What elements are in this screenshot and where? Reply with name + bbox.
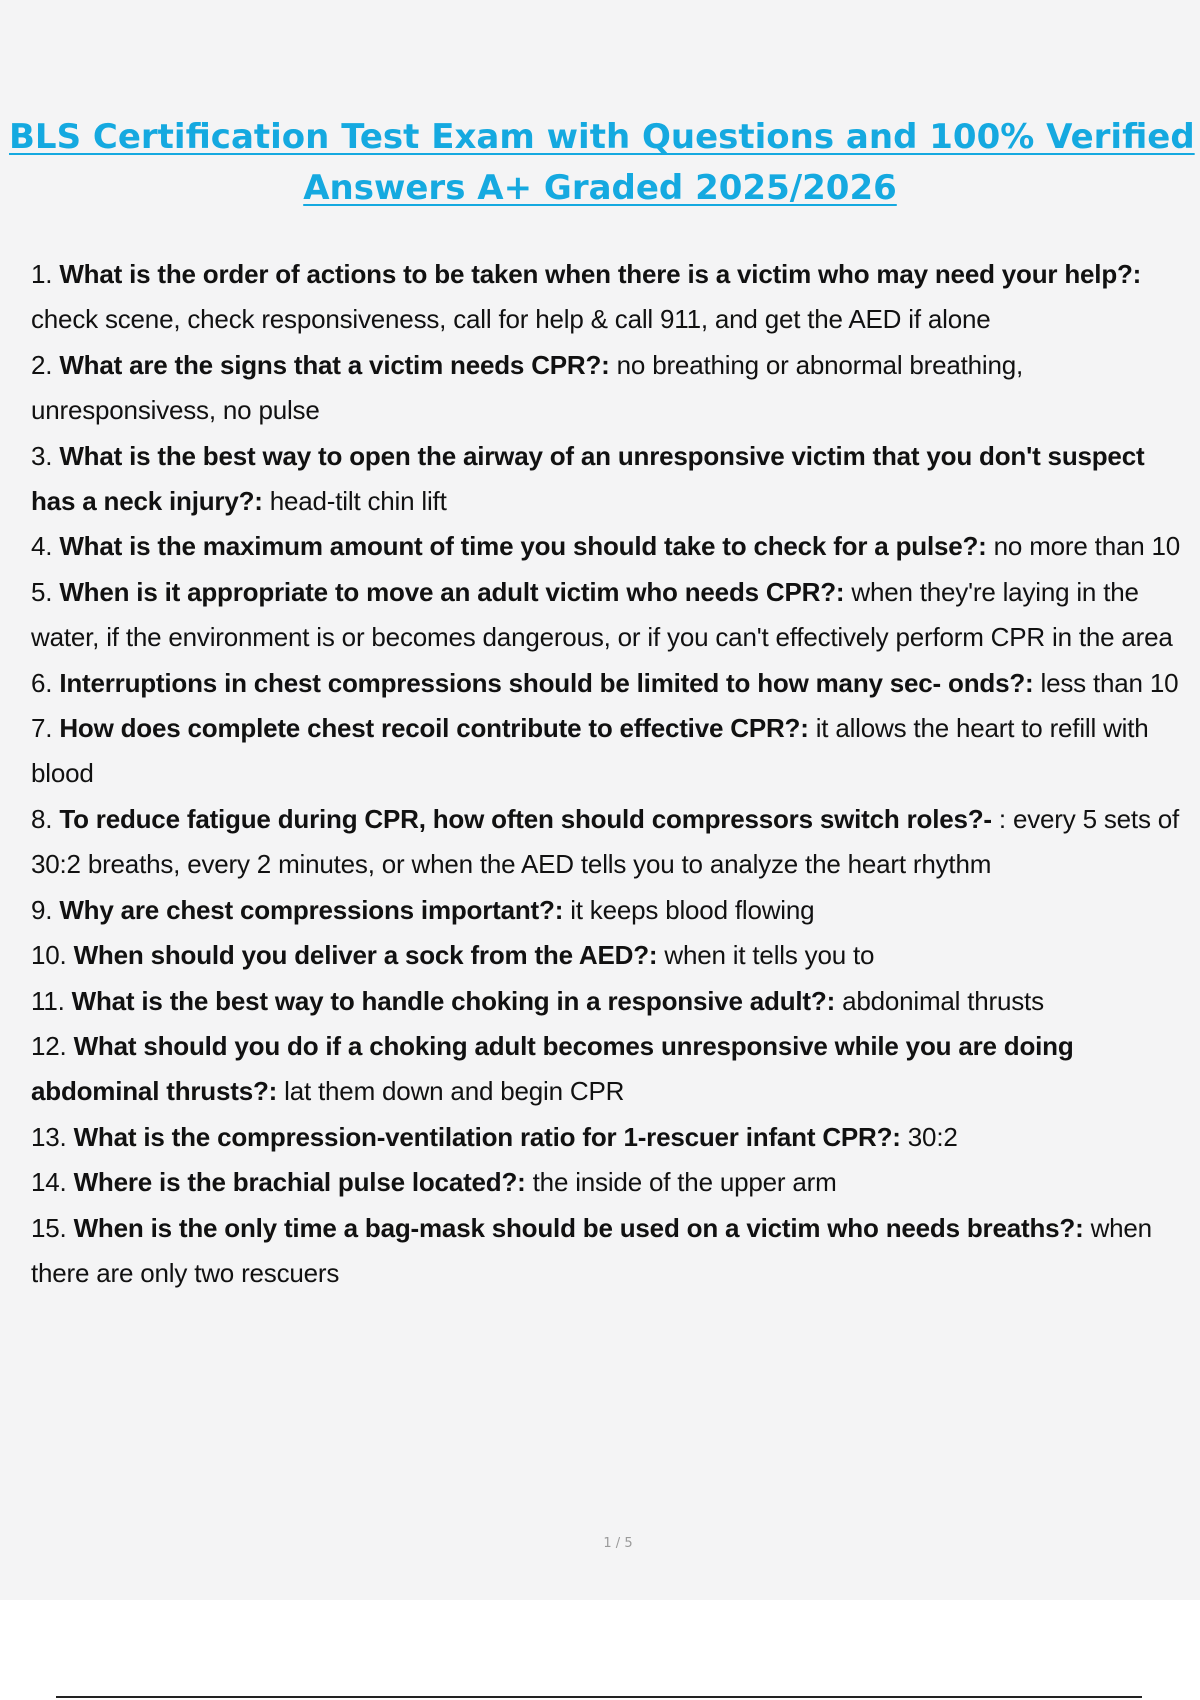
question-text: What is the compression-ventilation ratio for 1-rescuer infant CPR?:: [73, 1121, 901, 1152]
question-number: 8.: [31, 803, 60, 834]
question-text: What is the best way to open the airway of an unresponsive victim that you don't suspect has a neck injury?:: [31, 440, 1145, 517]
question-list: [31, 252, 1191, 1296]
question-text: Why are chest compressions important?:: [59, 894, 564, 925]
question-item-1: [31, 252, 1191, 343]
answer-text: head-tilt chin lift: [269, 486, 447, 517]
question-item-6: [31, 661, 1191, 706]
document-title: [0, 112, 1200, 214]
question-item-8: [31, 797, 1191, 888]
question-text: To reduce fatigue during CPR, how often should compressors switch roles?-: [59, 803, 992, 834]
question-item-3: [31, 434, 1191, 525]
question-text: Interruptions in chest compressions should be limited to how many sec- onds?:: [59, 667, 1034, 698]
question-item-9: [31, 888, 1191, 933]
answer-text: lat them down and begin CPR: [284, 1076, 625, 1107]
question-item-2: [31, 343, 1191, 434]
title-line-1: BLS Certification Test Exam with Questions and 100% Verified: [9, 117, 1195, 157]
question-text: What are the signs that a victim needs CPR?:: [59, 349, 610, 380]
question-number: 14.: [31, 1167, 74, 1198]
question-number: 4.: [31, 531, 60, 562]
question-text: How does complete chest recoil contribute to effective CPR?:: [59, 713, 809, 744]
question-text: What is the order of actions to be taken when there is a victim who may need your help?:: [59, 259, 1142, 289]
question-number: 12.: [31, 1030, 74, 1061]
question-number: 3.: [31, 440, 60, 471]
page-number: 1 / 5: [603, 1536, 633, 1551]
answer-text: 30:2: [907, 1121, 958, 1152]
answer-text: less than 10: [1040, 667, 1179, 698]
question-item-4: [31, 524, 1191, 569]
page-divider: [56, 1696, 1142, 1698]
question-item-12: [31, 1024, 1191, 1115]
question-item-14: [31, 1160, 1191, 1205]
question-text: Where is the brachial pulse located?:: [73, 1167, 526, 1198]
answer-text: it allows the heart to refill with blood: [31, 713, 1149, 789]
answer-text: : every 5 sets of 30:2 breaths, every 2 minutes, or when the AED tells you to analyze the heart rhythm: [31, 803, 1180, 880]
question-text: What should you do if a choking adult becomes unresponsive while you are doing abdominal thrusts?:: [31, 1030, 1074, 1107]
answer-text: no breathing or abnormal breathing, unresponsivess, no pulse: [31, 349, 1024, 426]
answer-text: check scene, check responsiveness, call for help & call 911, and get the AED if alone: [31, 304, 991, 335]
question-number: 5.: [31, 576, 60, 607]
question-text: When is it appropriate to move an adult victim who needs CPR?:: [59, 576, 845, 607]
question-number: 11.: [31, 985, 72, 1016]
answer-text: abdonimal thrusts: [842, 985, 1044, 1016]
question-item-10: [31, 933, 1191, 978]
question-number: 15.: [31, 1212, 74, 1243]
question-text: What is the maximum amount of time you should take to check for a pulse?:: [59, 531, 987, 562]
question-text: When should you deliver a sock from the AED?:: [73, 940, 658, 971]
question-item-15: [31, 1206, 1191, 1297]
question-number: 2.: [31, 349, 60, 380]
question-item-7: [31, 706, 1191, 797]
question-item-11: [31, 979, 1191, 1024]
question-number: 1.: [31, 259, 60, 289]
answer-text: when it tells you to: [664, 940, 875, 971]
question-number: 13.: [31, 1121, 74, 1152]
answer-text: the inside of the upper arm: [532, 1167, 837, 1198]
answer-text: when there are only two rescuers: [31, 1212, 1152, 1288]
question-text: What is the best way to handle choking in a responsive adult?:: [71, 985, 836, 1016]
answer-text: no more than 10: [993, 531, 1181, 562]
question-number: 10.: [31, 940, 74, 971]
question-number: 6.: [31, 667, 60, 698]
question-number: 7.: [31, 713, 60, 744]
question-item-13: [31, 1115, 1191, 1160]
question-item-5: [31, 570, 1191, 661]
answer-text: it keeps blood flowing: [570, 894, 815, 925]
title-line-2: Answers A+ Graded 2025/2026: [303, 168, 897, 208]
question-number: 9.: [31, 894, 60, 925]
question-text: When is the only time a bag-mask should be used on a victim who needs breaths?:: [73, 1212, 1084, 1243]
answer-text: when they're laying in the water, if the environment is or becomes dangerous, or if you can't effectively perform CPR in the area: [31, 576, 1173, 653]
